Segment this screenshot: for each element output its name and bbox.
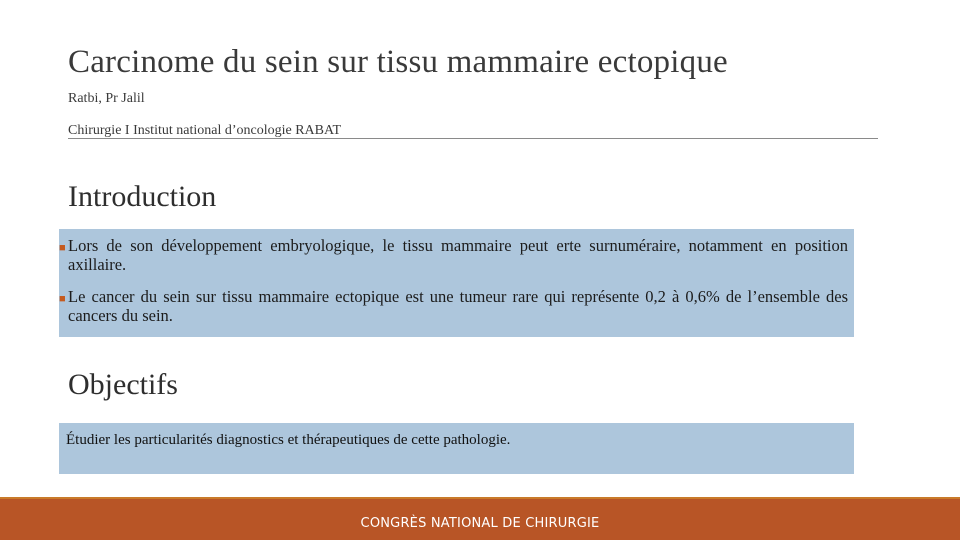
introduction-bullet xyxy=(59,287,848,325)
slide-title: Carcinome du sein sur tissu mammaire ectopique xyxy=(68,44,728,80)
introduction-panel xyxy=(59,229,854,337)
introduction-heading: Introduction xyxy=(68,180,217,213)
footer-bar xyxy=(0,497,960,540)
objectifs-text: Étudier les particularités diagnostics et thérapeutiques de cette pathologie. xyxy=(66,432,511,448)
introduction-bullet xyxy=(59,236,848,274)
authors: Ratbi, Pr Jalil xyxy=(68,91,145,106)
introduction-bullet-text: Le cancer du sein sur tissu mammaire ectopique est une tumeur rare qui représente 0,2 à 0,6% de l’ensemble des cancers du sein. xyxy=(68,287,848,325)
affiliation: Chirurgie I Institut national d’oncologie RABAT xyxy=(68,123,342,138)
objectifs-heading: Objectifs xyxy=(68,368,178,401)
introduction-bullet-text: Lors de son développement embryologique, le tissu mammaire peut erte surnuméraire, notamment en position axillaire. xyxy=(68,236,848,274)
footer-text: CONGRÈS NATIONAL DE CHIRURGIE xyxy=(360,516,600,531)
square-bullet-icon: ■ xyxy=(59,293,66,305)
square-bullet-icon: ■ xyxy=(59,242,66,254)
affiliation-row xyxy=(68,121,878,139)
objectifs-panel xyxy=(59,423,854,474)
